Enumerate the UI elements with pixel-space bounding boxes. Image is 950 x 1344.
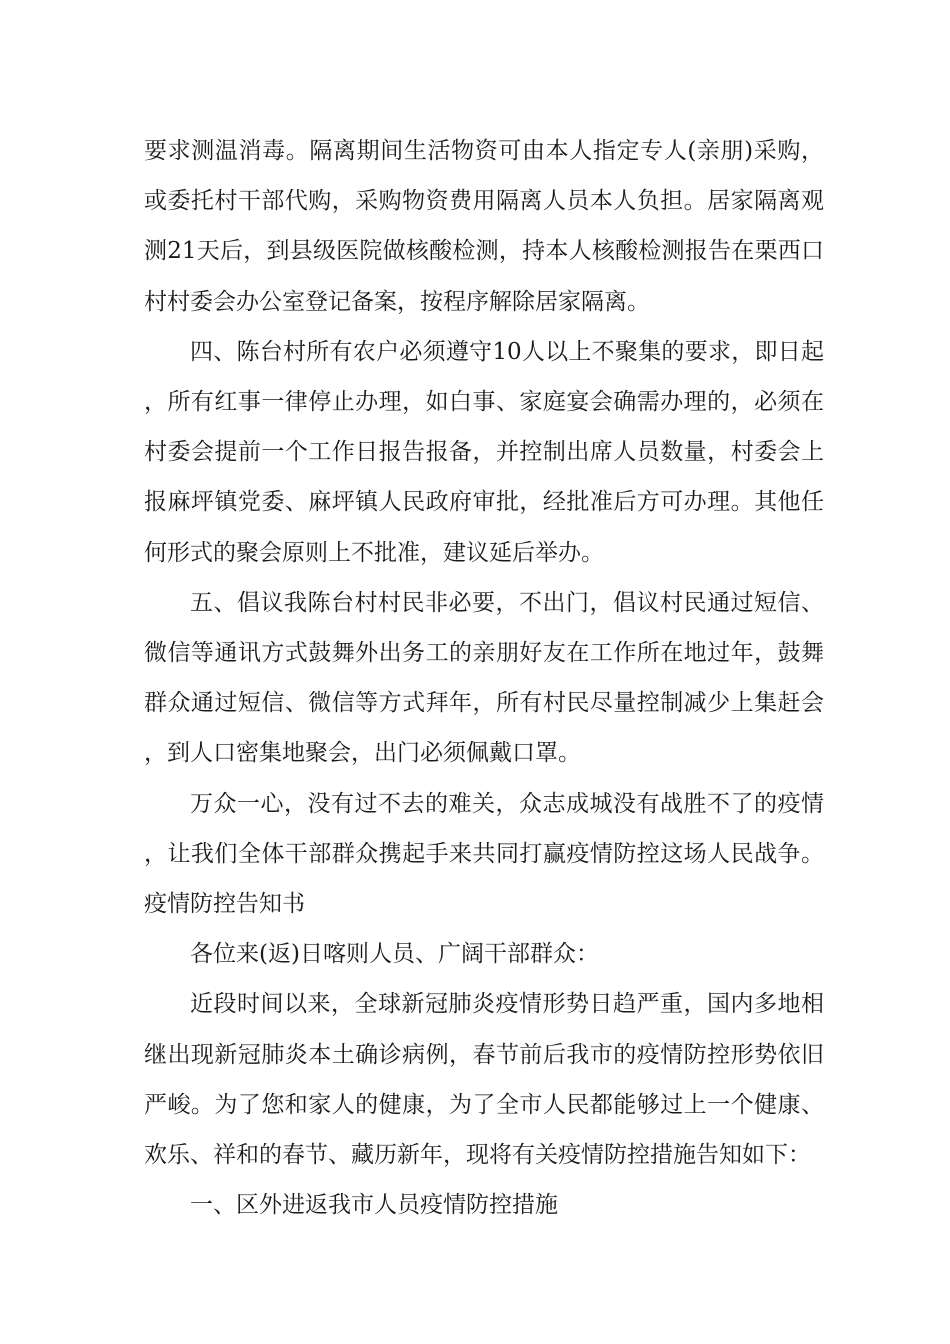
paragraph-closing-call: 万众一心，没有过不去的难关，众志成城没有战胜不了的疫情，让我们全体干部群众携起手来共同打赢疫情防控这场人民战争。疫情防控告知书 xyxy=(144,790,824,918)
paragraph-salutation: 各位来(返)日喀则人员、广阔干部群众： xyxy=(190,941,599,968)
paragraph-intro: 近段时间以来，全球新冠肺炎疫情形势日趋严重，国内多地相继出现新冠肺炎本土确诊病例，春节前后我市的疫情防控形势依旧严峻。为了您和家人的健康，为了全市人民都能够过上一个健康、欢乐、祥和的春节、藏历新年，现将有关疫情防控措施告知如下： xyxy=(144,991,824,1169)
paragraph-item-five-initiative: 五、倡议我陈台村村民非必要，不出门，倡议村民通过短信、微信等通讯方式鼓舞外出务工的亲朋好友在工作所在地过年，鼓舞群众通过短信、微信等方式拜年，所有村民尽量控制减少上集赶会，到人口密集地聚会，出门必须佩戴口罩。 xyxy=(144,589,824,767)
paragraph-item-four-gatherings: 四、陈台村所有农户必须遵守10人以上不聚集的要求，即日起，所有红事一律停止办理，如白事、家庭宴会确需办理的，必须在村委会提前一个工作日报告报备，并控制出席人员数量，村委会上报麻坪镇党委、麻坪镇人民政府审批，经批准后方可办理。其他任何形式的聚会原则上不批准，建议延后举办。 xyxy=(144,338,824,566)
paragraph-quarantine-procedure: 要求测温消毒。隔离期间生活物资可由本人指定专人(亲朋)采购，或委托村干部代购，采购物资费用隔离人员本人负担。居家隔离观测21天后，到县级医院做核酸检测，持本人核酸检测报告在栗西口村村委会办公室登记备案，按程序解除居家隔离。 xyxy=(144,138,824,315)
document-body xyxy=(144,126,824,1230)
paragraph-section-heading: 一、区外进返我市人员疫情防控措施 xyxy=(190,1192,558,1219)
